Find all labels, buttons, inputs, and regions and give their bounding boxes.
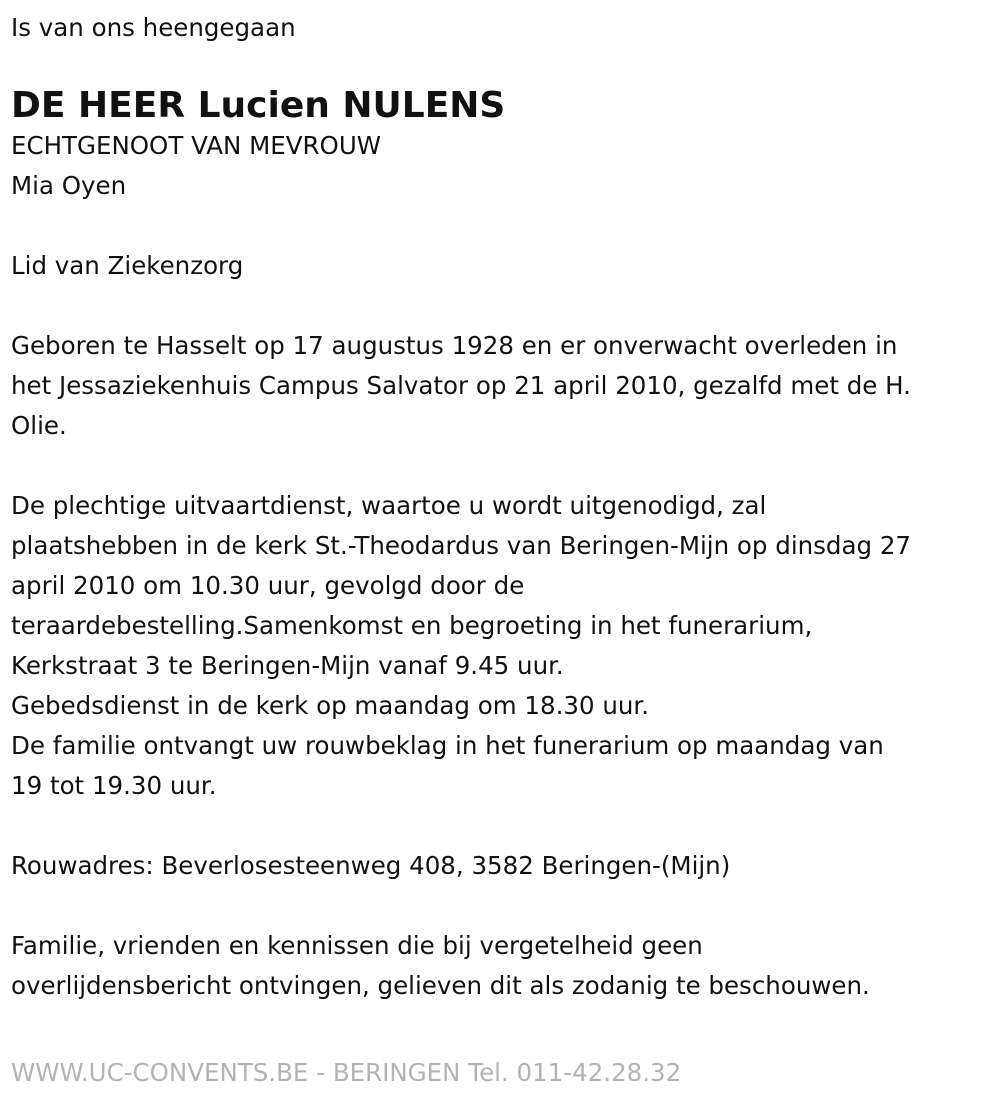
paragraph-line: plaatshebben in de kerk St.-Theodardus van Beringen-Mijn op dinsdag 27	[11, 531, 911, 560]
membership-text: Lid van Ziekenzorg	[11, 251, 244, 280]
spacer	[11, 206, 989, 246]
deceased-name: DE HEER Lucien NULENS	[11, 85, 506, 126]
spouse-title: ECHTGENOOT VAN MEVROUW	[11, 131, 382, 160]
paragraph-line: teraardebestelling.Samenkomst en begroeting in het funerarium,	[11, 611, 813, 640]
spacer	[11, 806, 989, 846]
paragraph-line: Geboren te Hasselt op 17 augustus 1928 en er onverwacht overleden in	[11, 331, 898, 360]
spacer	[11, 886, 989, 926]
paragraph-line: De plechtige uitvaartdienst, waartoe u wordt uitgenodigd, zal	[11, 491, 767, 520]
paragraph-line: Kerkstraat 3 te Beringen-Mijn vanaf 9.45 uur.	[11, 651, 564, 680]
birth-death-paragraph	[11, 326, 989, 446]
intro-text: Is van ons heengegaan	[11, 13, 296, 42]
paragraph-line: overlijdensbericht ontvingen, gelieven dit als zodanig te beschouwen.	[11, 971, 870, 1000]
spacer	[11, 446, 989, 486]
spacer	[11, 286, 989, 326]
paragraph-line: april 2010 om 10.30 uur, gevolgd door de	[11, 571, 525, 600]
paragraph-line: Gebedsdienst in de kerk op maandag om 18.30 uur.	[11, 691, 649, 720]
paragraph-line: De familie ontvangt uw rouwbeklag in het funerarium op maandag van	[11, 731, 884, 760]
ceremony-paragraph	[11, 486, 989, 806]
paragraph-line: Familie, vrienden en kennissen die bij vergetelheid geen	[11, 931, 703, 960]
paragraph-line: Olie.	[11, 411, 67, 440]
funeral-home-footer: WWW.UC-CONVENTS.BE - BERINGEN Tel. 011-42.28.32	[11, 1058, 682, 1087]
paragraph-line: het Jessaziekenhuis Campus Salvator op 21 april 2010, gezalfd met de H.	[11, 371, 911, 400]
paragraph-line: 19 tot 19.30 uur.	[11, 771, 217, 800]
closing-paragraph	[11, 926, 989, 1006]
spouse-name: Mia Oyen	[11, 171, 127, 200]
mourning-address: Rouwadres: Beverlosesteenweg 408, 3582 Beringen-(Mijn)	[11, 851, 731, 880]
